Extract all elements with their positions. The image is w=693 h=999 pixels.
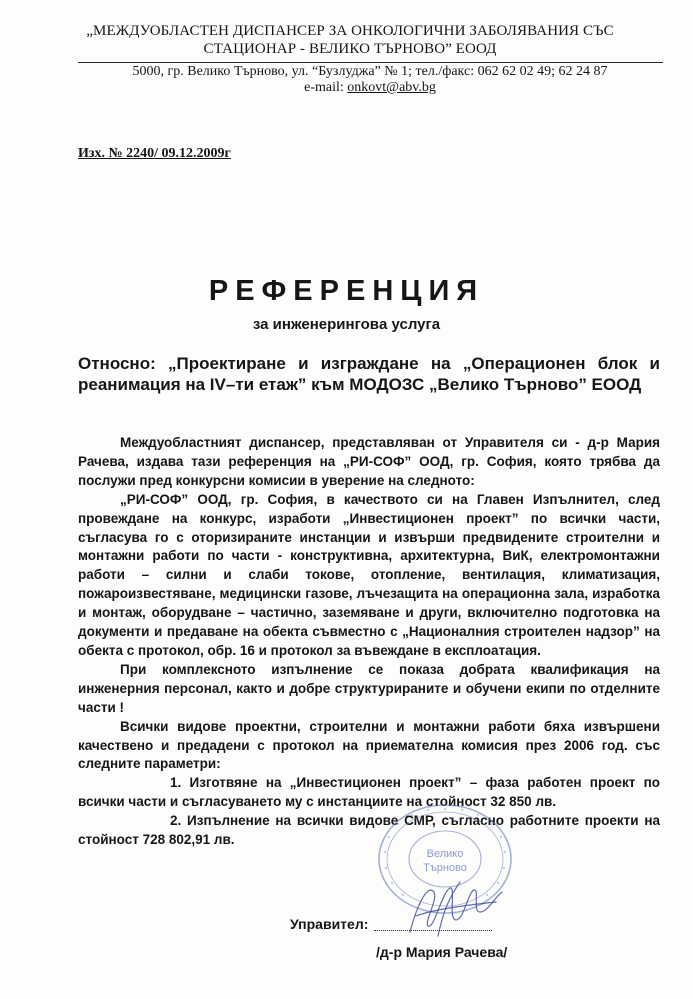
email-label: e-mail: bbox=[304, 80, 348, 95]
header-divider bbox=[78, 62, 663, 63]
organization-address: 5000, гр. Велико Търново, ул. “Бузлуджа” № 1; тел./факс: 062 62 02 49; 62 24 87 bbox=[132, 64, 608, 79]
stamp-text-line2: Търново bbox=[423, 862, 467, 874]
signatory-title: Управител: bbox=[290, 916, 369, 932]
organization-name bbox=[60, 22, 640, 58]
organization-email-line bbox=[60, 80, 680, 96]
body-paragraph: Всички видове проектни, строителни и монтажни работи бяха извършени качествено и предадени с протокол на приемателна комисия през 2006 год. със следните параметри: bbox=[78, 718, 660, 772]
signatory-name: /д-р Мария Рачева/ bbox=[376, 944, 508, 960]
regarding-line: Относно: „Проектиране и изграждане на „Операционен блок и реанимация на IV–ти етаж” към МОДОЗС „Велико Търново” ЕООД bbox=[78, 354, 660, 394]
body-paragraph: Междуобластният диспансер, представлявaн от Управителя си - д-р Мария Рачева, издава тази референция на „РИ-СОФ” ООД, гр. София, която трябва да послужи пред конкурсни комисии в уверение на следното: bbox=[78, 435, 660, 488]
outgoing-reference-number: Изх. № 2240/ 09.12.2009г bbox=[78, 146, 231, 161]
email-link[interactable]: onkovt@abv.bg bbox=[347, 80, 436, 95]
body-paragraph: При комплексното изпълнение се показа добрата квалификация на инженерния персонал, както и добре структурираните и обучени екипи по отделните части ! bbox=[78, 661, 660, 715]
document-title: РЕФЕРЕНЦИЯ bbox=[208, 275, 485, 307]
list-item: 2. Изпълнение на всички видове СМР, съгласно работните проекти на стойност 728 802,91 лв. bbox=[78, 813, 660, 848]
stamp-text-line1: Велико bbox=[426, 848, 464, 860]
organization-name-line2: СТАЦИОНАР - ВЕЛИКО ТЪРНОВО” ЕООД bbox=[203, 41, 497, 57]
signature-line bbox=[374, 930, 492, 931]
list-item: 1. Изготвяне на „Инвестиционен проект” – фаза работен проект по всички части и съгласуването му с инстанциите на стойност 32 850 лв. bbox=[78, 775, 660, 810]
document-body bbox=[78, 434, 660, 850]
body-paragraph: „РИ-СОФ” ООД, гр. София, в качеството си на Главен Изпълнител, след провеждане на конкурс, изработи „Инвестиционен проект” по всички части, съгласува го с оторизираните инстанции и извърши предвидените строителни и монтажни работи по части - конструктивна, архитектурна, ВиК, електромонтажни работи – силни и слаби токове, отопление, вентилация, климатизация, пожароизвестяване, медицински газове, лъчезащита на операционна зала, изработка и монтаж, оборудване – частично, заземяване и други, включително подготовка на документи и предаване на обекта съвместно с „Националния строителен надзор” на обекта с протокол, обр. 16 и протокол за въвеждане в експлоатация. bbox=[78, 491, 660, 658]
organization-contacts bbox=[60, 64, 680, 96]
organization-name-line1: „МЕЖДУОБЛАСТЕН ДИСПАНСЕР ЗА ОНКОЛОГИЧНИ ЗАБОЛЯВАНИЯ СЪС bbox=[86, 23, 614, 39]
handwritten-signature bbox=[398, 862, 508, 948]
document-subtitle: за инженеринговa услуга bbox=[252, 316, 441, 333]
